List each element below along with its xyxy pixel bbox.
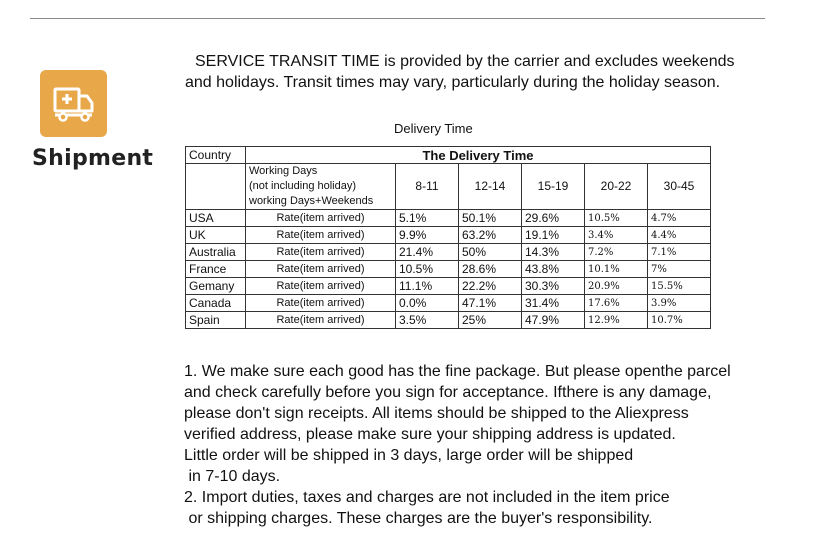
value-cell: 22.2% <box>459 278 522 295</box>
table-row <box>186 227 711 244</box>
value-cell: 43.8% <box>522 261 585 278</box>
value-cell: 47.1% <box>459 295 522 312</box>
table-row <box>186 312 711 329</box>
shipment-label: Shipment <box>32 146 154 171</box>
table-subheader-row <box>186 164 711 210</box>
rate-cell: Rate(item arrived) <box>246 312 396 329</box>
note-line: 1. We make sure each good has the fine package. But please openthe parcel <box>184 363 731 380</box>
value-cell: 10.7% <box>648 312 711 329</box>
value-cell: 50% <box>459 244 522 261</box>
value-cell: 17.6% <box>585 295 648 312</box>
country-cell: Gemany <box>186 278 246 295</box>
value-cell: 4.4% <box>648 227 711 244</box>
value-cell: 21.4% <box>396 244 459 261</box>
note-line: and check carefully before you sign for acceptance. Ifthere is any damage, <box>184 384 712 401</box>
country-cell: Canada <box>186 295 246 312</box>
rate-cell: Rate(item arrived) <box>246 261 396 278</box>
range-header: 15-19 <box>522 164 585 210</box>
header-delivery-time: The Delivery Time <box>246 147 711 164</box>
value-cell: 0.0% <box>396 295 459 312</box>
shipment-icon-box <box>40 70 107 137</box>
country-cell: Spain <box>186 312 246 329</box>
intro-line-2: and holidays. Transit times may vary, particularly during the holiday season. <box>185 74 721 91</box>
value-cell: 9.9% <box>396 227 459 244</box>
country-cell: Australia <box>186 244 246 261</box>
desc-line: Working Days <box>249 165 318 177</box>
header-working-days <box>246 164 396 210</box>
value-cell: 28.6% <box>459 261 522 278</box>
truck-icon <box>40 70 107 137</box>
value-cell: 3.4% <box>585 227 648 244</box>
note-line: Little order will be shipped in 3 days, large order will be shipped <box>184 447 634 464</box>
value-cell: 11.1% <box>396 278 459 295</box>
country-cell: USA <box>186 210 246 227</box>
value-cell: 7.1% <box>648 244 711 261</box>
rate-cell: Rate(item arrived) <box>246 227 396 244</box>
value-cell: 10.5% <box>396 261 459 278</box>
rate-cell: Rate(item arrived) <box>246 278 396 295</box>
value-cell: 31.4% <box>522 295 585 312</box>
table-row <box>186 244 711 261</box>
table-body <box>186 210 711 329</box>
value-cell: 50.1% <box>459 210 522 227</box>
table-row <box>186 210 711 227</box>
note-line: please don't sign receipts. All items should be shipped to the Aliexpress <box>184 405 689 422</box>
rate-cell: Rate(item arrived) <box>246 244 396 261</box>
value-cell: 4.7% <box>648 210 711 227</box>
note-line: verified address, please make sure your shipping address is updated. <box>184 426 676 443</box>
value-cell: 7.2% <box>585 244 648 261</box>
value-cell: 10.5% <box>585 210 648 227</box>
intro-line-1: SERVICE TRANSIT TIME is provided by the carrier and excludes weekends <box>195 53 735 70</box>
range-header: 12-14 <box>459 164 522 210</box>
range-header: 30-45 <box>648 164 711 210</box>
table-header-row <box>186 147 711 164</box>
desc-line: (not including holiday) <box>249 180 357 192</box>
value-cell: 15.5% <box>648 278 711 295</box>
value-cell: 14.3% <box>522 244 585 261</box>
table-title: Delivery Time <box>394 121 473 136</box>
table-row <box>186 278 711 295</box>
value-cell: 10.1% <box>585 261 648 278</box>
header-country: Country <box>186 147 246 164</box>
value-cell: 63.2% <box>459 227 522 244</box>
value-cell: 47.9% <box>522 312 585 329</box>
note-line: 2. Import duties, taxes and charges are not included in the item price <box>184 489 670 506</box>
table-row <box>186 261 711 278</box>
transit-intro <box>185 51 785 93</box>
country-cell: France <box>186 261 246 278</box>
value-cell: 30.3% <box>522 278 585 295</box>
value-cell: 25% <box>459 312 522 329</box>
value-cell: 12.9% <box>585 312 648 329</box>
value-cell: 7% <box>648 261 711 278</box>
value-cell: 5.1% <box>396 210 459 227</box>
value-cell: 3.9% <box>648 295 711 312</box>
header-blank <box>186 164 246 210</box>
value-cell: 20.9% <box>585 278 648 295</box>
value-cell: 3.5% <box>396 312 459 329</box>
value-cell: 19.1% <box>522 227 585 244</box>
table-row <box>186 295 711 312</box>
value-cell: 29.6% <box>522 210 585 227</box>
note-line: or shipping charges. These charges are the buyer's responsibility. <box>184 510 653 527</box>
desc-line: working Days+Weekends <box>249 195 374 207</box>
rate-cell: Rate(item arrived) <box>246 210 396 227</box>
range-header: 8-11 <box>396 164 459 210</box>
country-cell: UK <box>186 227 246 244</box>
shipping-notes <box>184 361 804 529</box>
note-line: in 7-10 days. <box>184 468 281 485</box>
range-header: 20-22 <box>585 164 648 210</box>
rate-cell: Rate(item arrived) <box>246 295 396 312</box>
top-divider <box>30 18 765 19</box>
delivery-time-table <box>185 146 711 329</box>
